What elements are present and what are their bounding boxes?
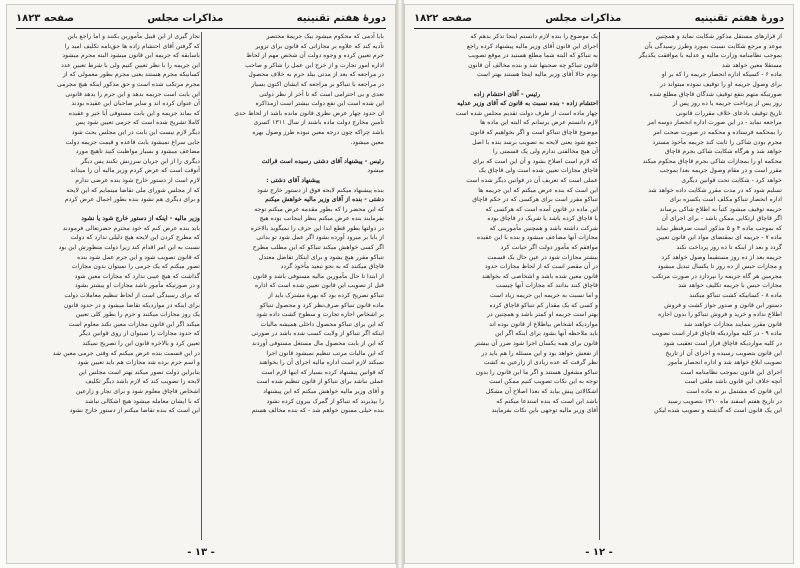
right-page bbox=[404, 4, 794, 564]
text-line: ماده ۸ - کسانیکه کشت تنباکو میکنند bbox=[689, 292, 782, 300]
text-line: بنابراین دولت تصور میکند بهتر است مجلس این bbox=[78, 368, 200, 376]
text-line: که بماند جریمه و این بابت مستوفی آیا خیر و عقیده bbox=[68, 109, 200, 117]
text-line: جمع شود یعنی لایحه به تصویب برسد بنده با اصل bbox=[472, 138, 598, 146]
text-line: تعیین کرد و بالاخره قانون این را تصریح نمیکند bbox=[82, 340, 200, 347]
text-line: اطلاع نداده و خرید و فروش تنباکو را بدون اجازه bbox=[658, 311, 782, 319]
text-line: بنده پیشنهاد میکنم لایحه فوق از دستور خارج شود bbox=[257, 186, 384, 194]
text-line: اینکه اگر تنباکو از ولایت کسب شده باشد در صورتی bbox=[251, 330, 384, 338]
text-line: ماده قانون تنباکو صرف‌نظر کرد و محصول تنباکو bbox=[259, 301, 384, 309]
right-page-right-column bbox=[600, 32, 782, 540]
text-line: که از مجلس شورای ملی تقاضا مینمایم که این لایحه bbox=[66, 186, 200, 194]
left-page-header bbox=[16, 10, 386, 26]
text-line: در تاریخ هفتم اسفند ماه ۱۳۱۰ بتصویب رسید bbox=[667, 397, 782, 405]
text-line bbox=[416, 80, 598, 90]
left-page-title: مذاکرات مجلس bbox=[147, 12, 224, 24]
text-line: تسلیم شود که در مدت مقرر شکایت داده خواهد شد bbox=[648, 186, 782, 194]
text-line: موضوع قاچاق تنباکو است و اگر بخواهیم که قانون bbox=[470, 128, 598, 136]
text-line: به تنباکو که البته شما مطلع هستید در موقع تصویب bbox=[468, 52, 598, 60]
text-line: میکند اگر این قانون مجازات معین نکند معلوم است bbox=[68, 320, 200, 328]
text-line: این بابت است جریمه بدهد و این جرم را بدهد قانونی bbox=[65, 90, 200, 98]
text-line: در آن مقصر است که از لحاظ مجازات حدود bbox=[485, 263, 598, 271]
text-line: کاملا تشریح شده است که جرمی تعیین شود پس bbox=[75, 119, 200, 127]
text-line: مجرم مرتکب شده است و حق مذکور اینکه هیچ مجرمی bbox=[57, 80, 200, 88]
text-line: و مجازات حبس از ده روز تا یکسال تبدیل میشود bbox=[657, 263, 782, 271]
text-line: تعدی و بی احترامی است که تا آخر از نظر دولتی bbox=[259, 90, 384, 98]
text-line: برای وصول جریمه او را توقیف نموده میتواند در bbox=[660, 80, 782, 88]
text-line: عملی نباشد برای تنباکو از قانون تنظیم شده است bbox=[256, 378, 384, 386]
left-page-session: دورهٔ هفتم تقنینیه bbox=[296, 12, 386, 24]
left-page-number: - ۱۳ - bbox=[187, 547, 215, 558]
text-line: ماده ۶ - کسیکه اداره انحصار جریمه را که بر او bbox=[661, 71, 782, 79]
text-line: اجرای این قانون بموجب نظامنامه است bbox=[680, 368, 782, 376]
text-line: این شده است این نفع دولت بیشتر است ازمذاکره bbox=[255, 100, 384, 108]
text-line: جریمه بعد از ده روز مستقیما وصول خواهد کرد bbox=[661, 253, 782, 261]
text-line: میشود bbox=[367, 167, 384, 175]
text-line: اگر کسی خواهش میکند تنباکو که این مطلب مطرح bbox=[252, 244, 384, 252]
text-line: باشد این است که بنده استدعا میکنم که bbox=[496, 397, 598, 405]
text-line: صورتیکه متهم بنفع توقیف شدگان قاچاق مطلع شده bbox=[649, 90, 782, 98]
text-line: بنده خیلی ممنون خواهم شد - که بنده مخالف هستم bbox=[251, 407, 384, 415]
left-page-left-column bbox=[18, 32, 200, 540]
text-line: مقرر است و در مقام وصول جریمه بعدا بموجب bbox=[659, 167, 782, 175]
text-line: جایی سراغ نمیشود بابت قاعده و قیمت جریمه دولت bbox=[65, 138, 200, 146]
text-line: لازم دانستم عرض برسانم که البته این ماده ها bbox=[480, 119, 598, 127]
right-page-header bbox=[414, 10, 784, 26]
text-line: و برای دیگری هم نشود بنده بطور اجمال عرض کردم bbox=[64, 196, 200, 204]
text-line: قانون برای همه یکسان اجرا شود ضرر آن بیشتر bbox=[474, 340, 598, 347]
text-line: و آقای وزیر مالیه خواهش میکنم که این پیشنهاد bbox=[263, 387, 384, 395]
text-line: احتشام زاده - بنده نسبت به قانون که آقای وزیر عدلیه bbox=[457, 100, 598, 108]
text-line: تصور میکنم که یک جرمی را نمیتوان بدون مجازات bbox=[71, 263, 200, 271]
text-line: این است که بنده تقاضا میکنم از دستور خارج نشود bbox=[69, 407, 200, 415]
text-line: این قانون بتصویب رسیده و اجرای آن از تاریخ bbox=[665, 349, 782, 357]
text-line: قاچاق مجازات تعیین شده است ولی قاچاق یک bbox=[478, 167, 598, 175]
text-line: در مراجعه که بعد از مدتی ببلد حرم به خلاف محصول bbox=[248, 71, 384, 79]
text-line: رئیس - آقای احتشام زاده bbox=[473, 90, 541, 98]
text-line: در این قسمت بنده عرض میکنم که وقتی جرمی معین شد bbox=[52, 349, 200, 357]
right-page-title: مذاکرات مجلس bbox=[545, 12, 622, 24]
text-line: و اسم جرم برده شد مجازات هم باید تعیین شود bbox=[77, 359, 200, 367]
text-line: تصویب ابلاغ خواهد شد و اداره انحصار مأمور bbox=[667, 359, 782, 367]
text-line: ان حدود چهار عرض نظری قانون مانده باشد از لحاظ حدی bbox=[234, 109, 384, 117]
text-line: باید بنده عرض کنم که خود محترم حضرتعالی فرمودند bbox=[62, 224, 200, 232]
text-line: اگر قاچاق ارتکابی ممکن باشد - برای اجرای آن bbox=[661, 215, 782, 223]
text-line: کسانیکه مجرم هستند یعنی مجرم بطور معمولی که از bbox=[62, 71, 200, 79]
text-line: بهتر است جریمه او کمتر باشد و همچنین در bbox=[487, 311, 598, 319]
text-line: گذاشت که هیچ عیبی ندارد که مجازات معین شود bbox=[74, 272, 200, 280]
text-line: که مطرح کردن این لایحه هیچ دلیلی ندارد که دولت bbox=[70, 234, 200, 242]
text-line: تنباکو مشغول هستند و اگر ما این قانون را بدون bbox=[475, 368, 598, 376]
text-line: که این از بابت محصول مال مستغل مستوفی آوردند bbox=[251, 340, 384, 347]
text-line: آن عنوان کرده اند و سایر صاحبان این عقیده بودند bbox=[71, 100, 200, 108]
right-page-column-divider bbox=[599, 32, 600, 540]
text-line: این است که بنده عرض میکنم که این جریمه ها bbox=[478, 186, 598, 194]
text-line: قاچاق کنند بدانند که مجازات آنها چیست bbox=[495, 282, 598, 290]
text-line: خواهد کرد - شکایت تحت قوانین دیگری bbox=[681, 176, 782, 184]
text-line: بر اشخاص اجازه تجارت و سطوح کشت داده شود bbox=[256, 311, 384, 319]
right-page-number: - ۱۲ - bbox=[585, 547, 613, 558]
text-line: این یک قانون است که گذشته و تصویب شده لیکن bbox=[654, 407, 782, 415]
text-line: دستور این قانون و صدور جواز کشت و فروش bbox=[664, 301, 782, 309]
text-line: مستقلا معین خواهد شد bbox=[722, 61, 782, 69]
text-line: از بابا بر میرود آورده بشود اگر عمل شود تو بدانی bbox=[256, 234, 384, 242]
text-line: در کلیه مواردیکه قاچاق قرار است تعقیب شود bbox=[663, 340, 782, 347]
text-line: تنباکو تصریح کرده بود که بهرهٔ مشترک باید از bbox=[268, 292, 384, 300]
text-line bbox=[18, 205, 200, 215]
text-line: نمیکند لازم است اداره مالیه اجرای آن را بخواهند bbox=[259, 359, 384, 367]
text-line: رئیس - پیشنهاد آقای دشتی رسیده است قرائت bbox=[261, 157, 384, 165]
text-line: مواردیکه اشخاص بیاطلاع از قانون بوده اند bbox=[489, 320, 598, 328]
text-line: قانون معین شده باشد و اشخاصی که بخواهند bbox=[481, 272, 598, 280]
text-line: آقای وزیر مالیه توجهی باین نکات بفرمایند bbox=[491, 407, 598, 415]
text-line: و در صورتیکه مأمور باشد مجازات او بیشتر بشود bbox=[75, 282, 200, 290]
text-line: ماده ۹ - در کلیه مواردیکه قاچاق قرار است تصویب bbox=[651, 330, 782, 338]
text-line: اشکالاتی پیش بیاید که بعدا اصلاح آن مشکل bbox=[485, 387, 598, 395]
text-line: که بموجب ماده ۴ و ۵ مذکور است صرفنظر نماید bbox=[655, 224, 782, 232]
text-line: اجرای این قانون آقای وزیر مالیه پیشنهاد کرده راجع bbox=[466, 42, 598, 50]
right-page-left-column bbox=[416, 32, 598, 540]
text-line: آنوقت است که عرض کردم وزیر مالیه آن را میداند bbox=[70, 167, 200, 175]
text-line: پیشنهاد آقای دشتی : bbox=[266, 176, 320, 184]
text-line: بابا آدمی که محکوم میشود بیک جریمهٔ مختصر bbox=[266, 33, 384, 40]
text-line: از قرارهای مستقل مذکور شکایت نماید و همچنین bbox=[655, 33, 782, 40]
text-line: معین میشود. bbox=[350, 138, 384, 146]
text-line: قبل از تصویب این قانون تعیین شده است که اداره bbox=[255, 282, 384, 290]
text-line: مراجعه نماید - در این صورت اداره انحصار دوسه امر bbox=[647, 119, 782, 127]
text-line: که این مالیات مرتب تنظیم نمیشود قانون اجرا bbox=[266, 349, 384, 357]
text-line: نسبت به این امر اقدام کند زیرا دولت منظورش این بود bbox=[58, 244, 200, 252]
text-line: این قانون که مشتمل بر نه ماده است bbox=[686, 387, 782, 395]
text-line: تنباکو مقرر هیچ بشود و برای اینکار تفاضل معتدل bbox=[258, 253, 384, 261]
text-line: تأمین مخارج دولت ماده باشند از سال ۱۳۱۱ کسری bbox=[253, 119, 384, 127]
text-line: وزیر مالیه - اینکه از دستور خارج شود یا نشود bbox=[81, 215, 200, 223]
text-line: جریمه توقیف میشود کتباً به اطلاع شاکی برساند bbox=[659, 205, 782, 213]
text-line: مجرمین هر گاه جریمه را نپردازد در صورت مرتکب bbox=[652, 272, 782, 280]
text-line: باسابقه که جریمه این قانون میشود البته مجرم میشود bbox=[62, 52, 200, 60]
text-line: و کسی که یک مقدار کم تنباکو قاچاق کرده bbox=[489, 301, 598, 309]
text-line: تأدیه کند که علاوه بر مجازاتی که قانون برای تزویر bbox=[255, 42, 384, 50]
text-line: قانون تنباکو چه صحبتها شد و بنده مخالف آن قانون bbox=[468, 61, 598, 69]
right-page-label: صفحه ۱۸۲۲ bbox=[414, 12, 473, 24]
text-line: اداره انحصار تنباکو مکلف است یکسره برای bbox=[669, 196, 782, 204]
text-line: ماده ۷ - جریمه ای بمقتضای مواد این قانون تعیین bbox=[656, 234, 782, 242]
text-line: که با ایشان معامله میشود هیچ اشکالی نباشد bbox=[85, 397, 200, 405]
text-line: موعد و مرجع شکایت نسبت بمورد وطرز رسیدگی بآن bbox=[644, 42, 782, 50]
left-page-label: صفحه ۱۸۲۳ bbox=[16, 12, 75, 24]
text-line: اشخاص قاچاق معلوم شود و برای تجار و زارعین bbox=[75, 387, 200, 395]
text-line: و اما نسبت به جریمه این جریمه زیاد است bbox=[489, 292, 598, 300]
text-line: دیگر لازم نیست این بابت در این مجلس بحث شود bbox=[71, 128, 200, 136]
left-page-column-divider bbox=[201, 32, 202, 540]
text-line: این ماده در قانون آمده است که هرکسی که bbox=[485, 205, 598, 213]
text-line: را بمحکمه فرستاده و محکمه در صورت صحت امر bbox=[653, 128, 782, 136]
text-line: مجازات آنها مضاعف میشود و بنده با این عقیده bbox=[477, 234, 598, 242]
text-line: که برای رسیدگی است از لحاظ تنظیم معاملات دولت bbox=[64, 292, 200, 300]
text-line: را بپذیرند که تنباکو از گمرک بیرون کرده نشود bbox=[266, 397, 384, 405]
text-line: بیشتر مجازات شود در عین حال یک قسمت bbox=[487, 253, 598, 261]
text-line: قاچاق میکنند که به نحو تبعید مأخوذ گردد bbox=[280, 263, 384, 271]
book-gutter bbox=[396, 0, 404, 568]
text-line: باید ملاحظه آنها بشود برای اینکه اگر این bbox=[495, 330, 598, 338]
text-line: مجازات حبس با جریمه تکلیف خواهد شد bbox=[678, 282, 782, 290]
text-line: عملی است که تعریف آن در قوانین دیگر شده است bbox=[466, 176, 598, 184]
text-line: بفرمایند بنده عرض میکنم بنظر اینجانب بوده هیچ bbox=[259, 215, 384, 223]
text-line: از ابتدا تا حال مأمورین مالیه مستوفی باشد و قانون bbox=[252, 272, 384, 280]
text-line: که گرفتن آقای احتشام زاده ها حق‌نامه تکلیف امید را bbox=[64, 42, 200, 50]
text-line: که لازم است اصلاح بشود و آن این است که برای bbox=[472, 157, 598, 165]
text-line: که قوانین پیشنهاد کرده بسیار که اینها لازم است bbox=[261, 368, 384, 376]
text-line: در مراجعه با تنباکو بر مراجعه که ایشان اکنون بسیار bbox=[251, 80, 384, 88]
text-line: مجرم بودن شاکی را ثابت کند جریمه مأخوذ مسترد bbox=[652, 138, 782, 146]
text-line: تجار گیری از این قبیل مأمورین بکنند و اما راجع باین bbox=[67, 33, 200, 40]
text-line: تاریخ توقیف بادعای خلاف مقررات قانونی bbox=[675, 109, 782, 117]
text-line: گردد و بعد از اینکه تا ده روز پرداخت نکند bbox=[676, 244, 782, 252]
text-line: موافقم که مأمور دولت اگر خیانت کرد bbox=[500, 244, 598, 252]
text-line: برای اینکه در مواردیکه تقاضا میشود و در حدود قانون bbox=[64, 301, 200, 309]
text-line: یک روز مجازات میکنند و جرم را بطور کلی تعیین bbox=[75, 311, 200, 319]
text-line: در دولتها بطور قطع ابدا این حرف را نمیگوید بالاخره bbox=[250, 224, 384, 232]
text-line: بموجب نظامنامه وزارت مالیه و عدلیه با موافقت یکدیگر bbox=[638, 52, 782, 60]
text-line: دیگری را از این جریان سرزنش نکنند پس دیگر bbox=[80, 157, 200, 165]
text-line: دشتی - بنده از آقای وزیر مالیه خواهش میکنم bbox=[265, 196, 384, 204]
text-line: توجه به این نکات تصویب کنیم ممکن است bbox=[489, 378, 598, 386]
right-page-session: دورهٔ هفتم تقنینیه bbox=[694, 12, 784, 24]
text-line: آنچه خلاف این قانون باشد ملغی است bbox=[684, 378, 782, 386]
text-line: باشد چراکه چون درجه معین نبوده طرز وصول بهره bbox=[252, 128, 384, 136]
text-line: که حدود مجازات را نمیتوان از روی قوانین دیگر bbox=[79, 330, 200, 338]
text-line bbox=[202, 147, 384, 157]
text-line: تنباکو مقرر است برای هرکسی که در حکم قاچاق bbox=[472, 196, 598, 204]
text-line: لایحه را تصویب کند که لازم باشد دیگر تکلیف bbox=[85, 378, 200, 386]
text-line: جرم تعیین کرده و وجوه دولت آن شخص مهم از لحاظ bbox=[246, 52, 384, 60]
text-line: شرکت داشته باشد و همچنین مأمورینی که bbox=[489, 224, 598, 232]
left-page bbox=[6, 4, 396, 564]
text-line: قانون مقرر بنمایند مجازات خواهند شد bbox=[683, 320, 782, 328]
text-line: روز پس از پرداخت جریمه یا ده روز پس از bbox=[672, 100, 782, 108]
text-line: از نفعش خواهد بود و این مسئله را هم باید در bbox=[481, 349, 598, 357]
right-page-header-rule bbox=[414, 28, 784, 29]
left-page-header-rule bbox=[16, 28, 386, 29]
text-line: که این برای تنباکو محصول داخلی همیشه مالیات bbox=[260, 320, 384, 328]
text-line: نظر گرفت که عده زیادی از زارعین به کشت bbox=[483, 359, 598, 367]
left-page-right-column bbox=[202, 32, 384, 540]
text-line: آن هیچ مخالفتی ندارم ولی یک قسمتی را bbox=[493, 148, 598, 156]
text-line: لازم است از دستور خارج شود بنده عرضی ندارم bbox=[75, 176, 200, 184]
text-line: که این محضر را که بطور مقدمه عرض میکنم توجه bbox=[254, 205, 384, 213]
text-line: چهار ماده است از طرف دولت تقدیم مجلس شده است bbox=[455, 109, 598, 117]
text-line: خواهد شد و هرگاه شکایت شاکی بجرم قاچاق bbox=[665, 148, 782, 156]
text-line: اداره امور تجارت و از خرج این عمل را شاکر و صاحب bbox=[245, 61, 384, 69]
text-line: محکمه او را بمجازات شاکی بجرم قاچاق محکوم میکند bbox=[642, 157, 782, 165]
text-line: این جریمه را با نظر تعیین کنیم ولی با شرط تعیین عدد bbox=[61, 61, 200, 69]
text-line: بودم حالا آقای وزیر مالیه اینجا هستند بهتر است bbox=[476, 71, 598, 79]
text-line: که قانون تصویب شود و این جرم عمل شود بنده bbox=[77, 253, 200, 261]
text-line: یک موضوع را بنده لازم دانستم اینجا تذکر بدهم که bbox=[470, 33, 598, 40]
text-line: مضاعف میشود و بسیار مواظبت کنید تاهیچ مورد bbox=[75, 148, 200, 156]
text-line: یا قاچاق کرده باشد یا شریک در قاچاق بوده bbox=[487, 215, 598, 223]
